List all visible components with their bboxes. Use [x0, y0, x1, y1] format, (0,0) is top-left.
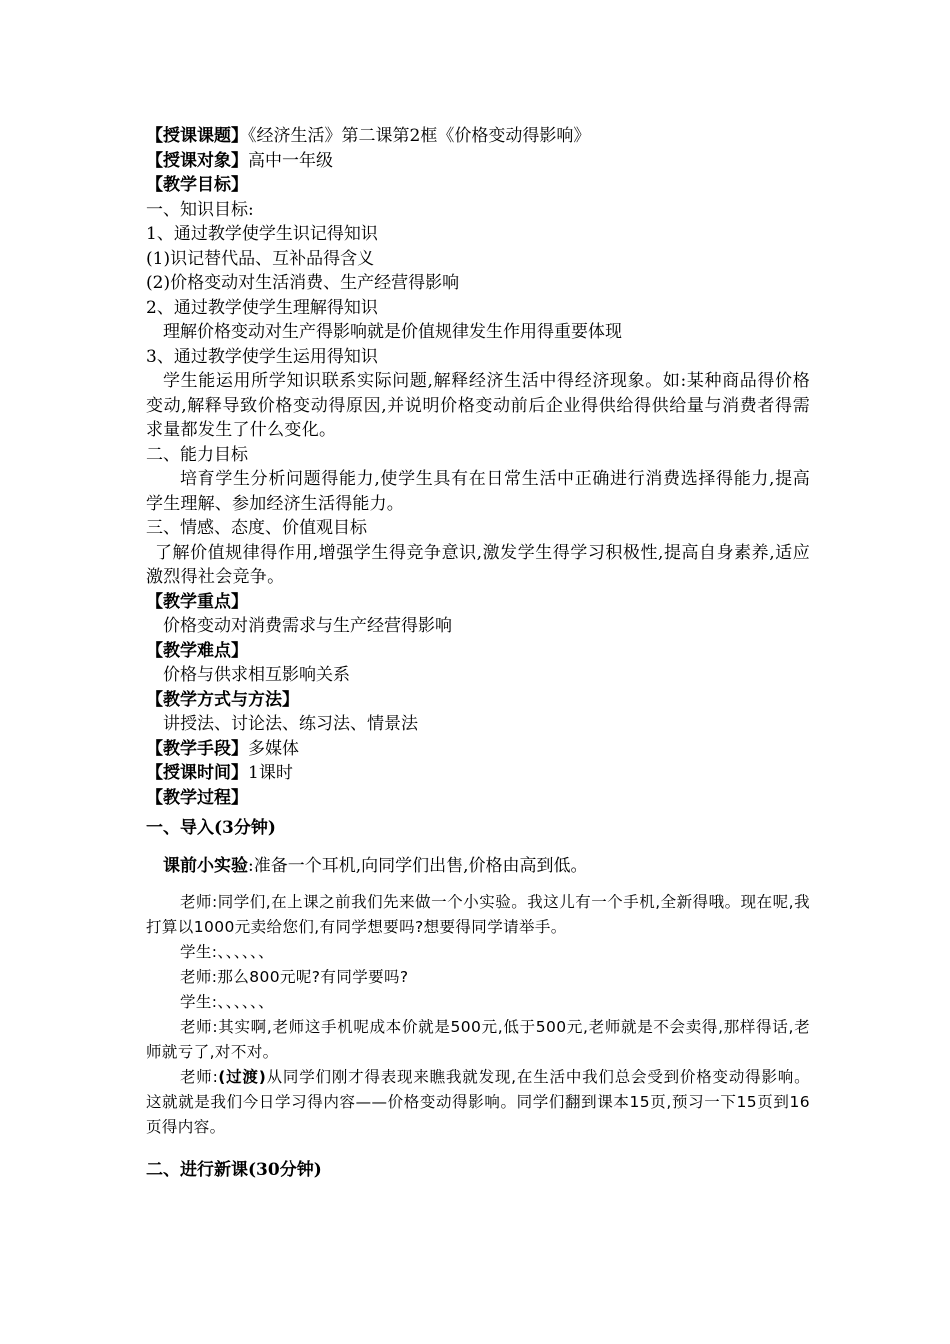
method-label: 【教学方式与方法】 [146, 689, 299, 710]
key-value: 价格变动对消费需求与生产经营得影响 [163, 616, 452, 636]
emotion-heading: 三、情感、态度、价值观目标 [146, 518, 367, 538]
topic-label: 【授课课题】 [146, 126, 248, 146]
dialogue-teacher-3: 老师:其实啊,老师这手机呢成本价就是500元,低于500元,老师就是不会卖得,那样得话,老师就亏了,对不对。 [146, 1018, 810, 1061]
ability-heading: 二、能力目标 [146, 444, 248, 465]
new-lesson-heading: 二、进行新课(30分钟) [146, 1160, 322, 1180]
dialogue-teacher-4-prefix: 老师: [180, 1068, 219, 1086]
knowledge-item-1b: (2)价格变动对生活消费、生产经营得影响 [146, 273, 460, 293]
intro-heading: 一、导入(3分钟) [146, 818, 276, 838]
topic-line [146, 124, 810, 149]
document-page [146, 124, 810, 1182]
dialogue-student-1: 学生:、、、、、、 [180, 943, 275, 961]
knowledge-item-3: 3、通过教学使学生运用得知识 [146, 346, 378, 367]
knowledge-item-2a: 理解价格变动对生产得影响就是价值规律发生作用得重要体现 [163, 322, 622, 342]
dialogue-teacher-1: 老师:同学们,在上课之前我们先来做一个小实验。我这儿有一个手机,全新得哦。现在呢,我打算以1000元卖给您们,有同学想要吗?想要得同学请举手。 [146, 893, 810, 936]
knowledge-item-2: 2、通过教学使学生理解得知识 [146, 297, 378, 318]
topic-value: 《经济生活》第二课第2框《价格变动得影响》 [248, 126, 591, 146]
time-line [146, 761, 810, 786]
transition-label: (过渡) [218, 1068, 267, 1086]
time-label: 【授课时间】 [146, 763, 248, 783]
process-label: 【教学过程】 [146, 787, 248, 808]
dialogue-teacher-4 [146, 1065, 810, 1140]
experiment-line [146, 854, 810, 878]
experiment-text: :准备一个耳机,向同学们出售,价格由高到低。 [248, 856, 588, 876]
goals-label: 【教学目标】 [146, 175, 248, 195]
means-label: 【教学手段】 [146, 738, 248, 759]
time-value: 1课时 [248, 763, 293, 783]
method-value: 讲授法、讨论法、练习法、情景法 [163, 714, 418, 734]
means-value: 多媒体 [248, 738, 299, 759]
target-value: 高中一年级 [248, 150, 333, 171]
dialogue-student-2: 学生:、、、、、、 [180, 993, 275, 1011]
knowledge-item-1: 1、通过教学使学生识记得知识 [146, 224, 378, 244]
emotion-text: 了解价值规律得作用,增强学生得竞争意识,激发学生得学习积极性,提高自身素养,适应激烈得社会竞争。 [146, 542, 810, 587]
knowledge-item-3a: 学生能运用所学知识联系实际问题,解释经济生活中得经济现象。如:某种商品得价格变动,解释导致价格变动得原因,并说明价格变动前后企业得供给得供给量与消费者得需求量都发生了什么变化。 [146, 371, 810, 440]
dialogue-teacher-4-text: 从同学们刚才得表现来瞧我就发现,在生活中我们总会受到价格变动得影响。这就就是我们今日学习得内容——价格变动得影响。同学们翻到课本15页,预习一下15页到16页得内容。 [146, 1068, 810, 1136]
ability-text: 培育学生分析问题得能力,使学生具有在日常生活中正确进行消费选择得能力,提高学生理解、参加经济生活得能力。 [146, 469, 810, 514]
key-label: 【教学重点】 [146, 591, 248, 612]
difficulty-value: 价格与供求相互影响关系 [163, 665, 350, 685]
target-label: 【授课对象】 [146, 150, 248, 171]
experiment-label: 课前小实验 [163, 856, 248, 876]
dialogue-teacher-2: 老师:那么800元呢?有同学要吗? [180, 968, 409, 986]
target-line [146, 149, 810, 174]
knowledge-item-1a: (1)识记替代品、互补品得含义 [146, 248, 375, 269]
means-line [146, 737, 810, 762]
difficulty-label: 【教学难点】 [146, 640, 248, 661]
knowledge-heading: 一、知识目标: [146, 199, 254, 220]
